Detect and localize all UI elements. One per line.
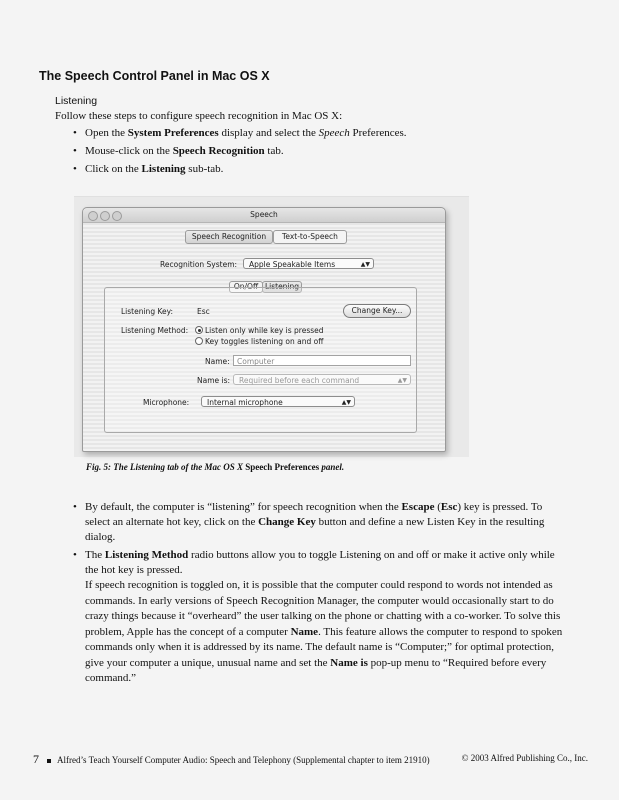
bullet-item: • The Listening Method radio buttons allow you to toggle Listening on and off or make it active only while the hot key is pressed. — [85, 548, 570, 578]
radio-listen-while-pressed[interactable]: Listen only while key is pressed — [195, 326, 324, 335]
step-item: • Open the System Preferences display and select the Speech Preferences. — [85, 124, 407, 142]
name-is-label: Name is: — [197, 376, 231, 385]
recognition-system-label: Recognition System: — [160, 260, 238, 269]
listening-key-label: Listening Key: — [121, 307, 174, 316]
popup-arrows-icon: ▲▼ — [341, 399, 351, 406]
listening-method-label: Listening Method: — [121, 326, 189, 335]
speech-window — [82, 207, 446, 452]
body-paragraph: If speech recognition is toggled on, it is possible that the computer could respond to words not intended as commands. In early versions of Speech Recognition Manager, the computer would occasionally start to do crazy things because it “overheard” the user talking on the phone or chatting with a co-worker. To solve this problem, Apple has the concept of a computer Name. This feature allows the computer to respond to spoken commands only when it is addressed by its name. The default name is “Computer;” for optimal protection, give your computer a unique, unusual name and set the Name is pop-up menu to “Required before every command.” — [85, 579, 563, 684]
radio-key-toggles[interactable]: Key toggles listening on and off — [195, 337, 323, 346]
radio-icon — [195, 337, 203, 345]
subtab-listening[interactable]: Listening — [262, 281, 302, 293]
listening-key-value: Esc — [197, 307, 210, 316]
window-titlebar — [83, 208, 445, 223]
subtab-on-off[interactable]: On/Off — [229, 281, 263, 293]
popup-arrows-icon: ▲▼ — [360, 261, 370, 268]
change-key-button[interactable]: Change Key... — [343, 304, 411, 318]
square-bullet-icon — [47, 759, 51, 763]
speech-panel-screenshot — [74, 196, 469, 457]
figure-caption: Fig. 5: The Listening tab of the Mac OS X Speech Preferences panel. — [86, 462, 345, 472]
name-is-popup[interactable]: Required before each command ▲▼ — [233, 374, 411, 385]
name-field[interactable]: Computer — [233, 355, 411, 366]
bullet-list — [55, 500, 570, 581]
popup-arrows-icon: ▲▼ — [397, 377, 407, 384]
tab-speech-recognition[interactable]: Speech Recognition — [185, 230, 273, 244]
microphone-popup[interactable]: Internal microphone ▲▼ — [201, 396, 355, 407]
listening-pane — [104, 287, 417, 433]
step-item: • Click on the Listening sub-tab. — [85, 160, 407, 178]
step-item: • Mouse-click on the Speech Recognition tab. — [85, 142, 407, 160]
steps-list — [55, 124, 407, 178]
microphone-label: Microphone: — [143, 398, 190, 407]
bullet-item: • By default, the computer is “listening” for speech recognition when the Escape (Esc) key is pressed. To select an alternate hot key, click on the Change Key button and define a new Listen Key in the resulting dialog. — [85, 500, 570, 545]
page-number: 7 — [33, 752, 39, 766]
radio-selected-icon — [195, 326, 203, 334]
recognition-system-popup[interactable]: Apple Speakable Items ▲▼ — [243, 258, 374, 269]
page-footer — [33, 752, 588, 767]
name-label: Name: — [205, 357, 230, 366]
tab-text-to-speech[interactable]: Text-to-Speech — [273, 230, 347, 244]
copyright: © 2003 Alfred Publishing Co., Inc. — [461, 753, 588, 763]
window-title: Speech — [250, 210, 278, 219]
intro-text: Follow these steps to configure speech recognition in Mac OS X: — [55, 110, 343, 122]
subheading: Listening — [55, 95, 98, 107]
section-title: The Speech Control Panel in Mac OS X — [39, 69, 270, 83]
footer-text: Alfred’s Teach Yourself Computer Audio: Speech and Telephony (Supplemental chapter to item 21910) — [57, 755, 430, 765]
